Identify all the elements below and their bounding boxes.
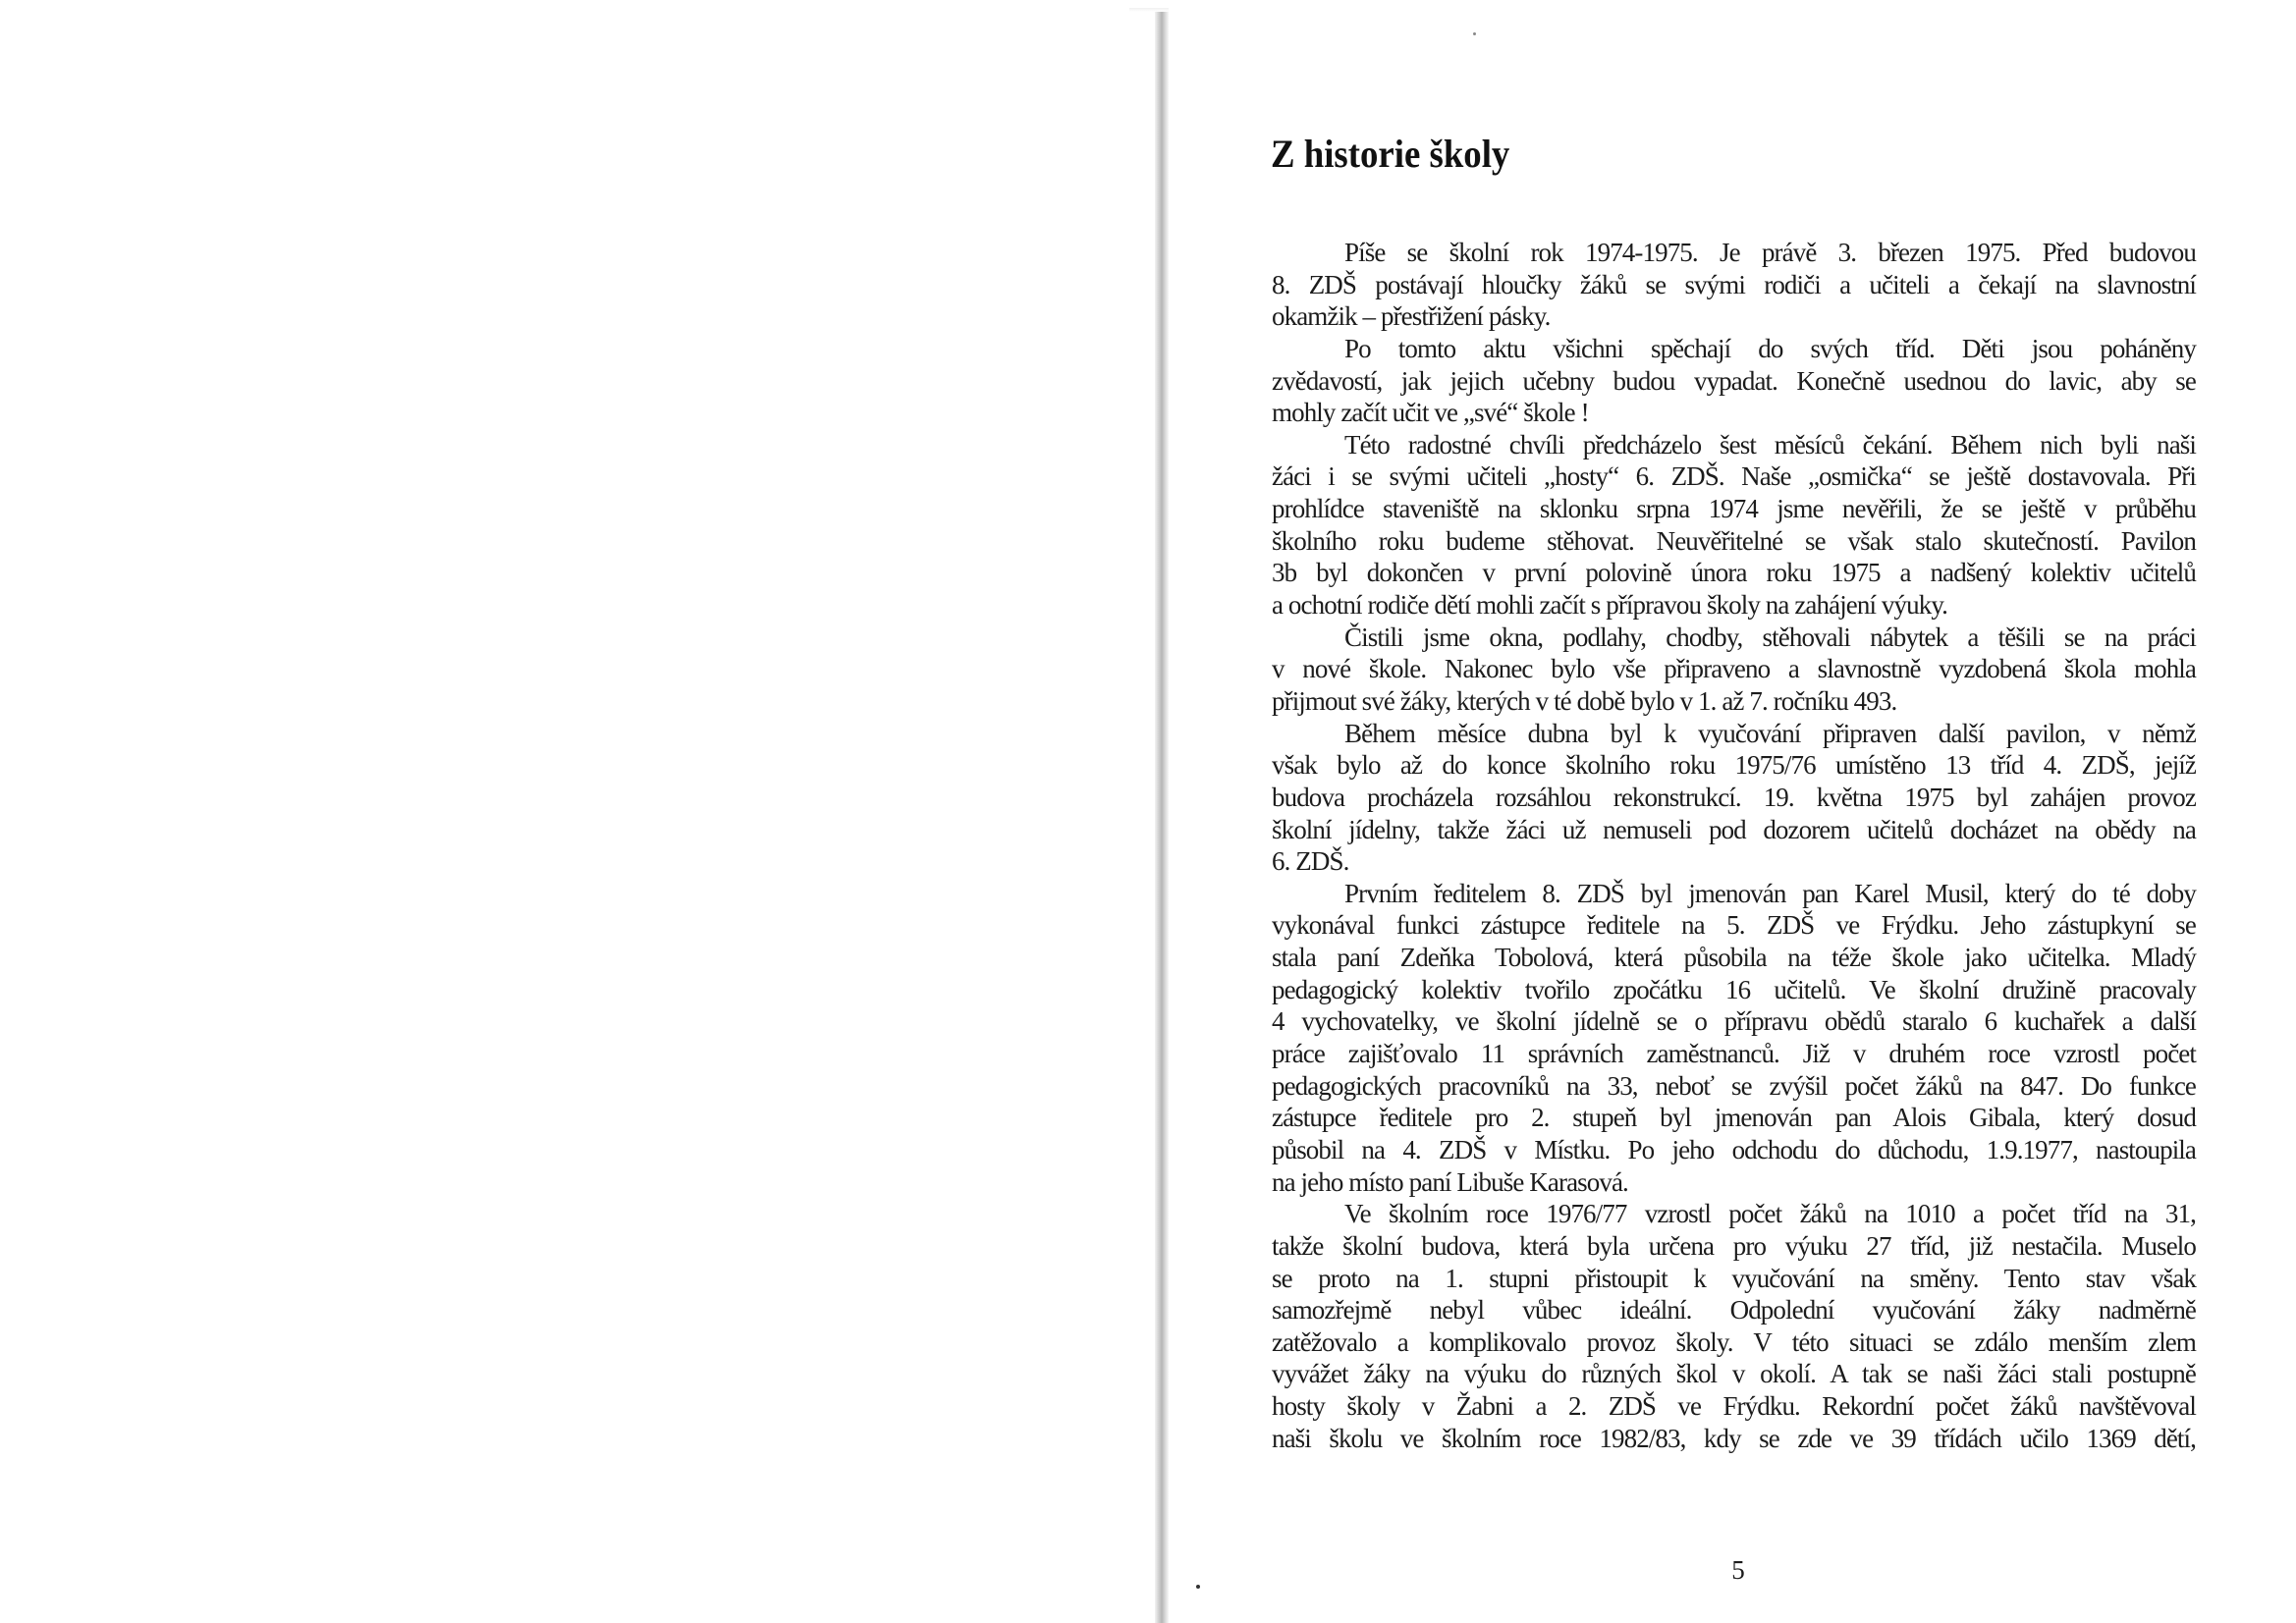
paragraph-7-line: takže školní budova, která byla určena pro výuku 27 tříd, již nestačila. Muselo — [1272, 1230, 2196, 1261]
paragraph-7-line: Ve školním roce 1976/77 vzrostl počet žáků na 1010 a počet tříd na 31, — [1344, 1199, 2196, 1229]
paragraph-7-line: se proto na 1. stupni přistoupit k vyučování na směny. Tento stav však — [1272, 1263, 2196, 1293]
paragraph-7-line: zatěžovalo a komplikovalo provoz školy. V této situaci se zdálo menším zlem — [1272, 1326, 2196, 1357]
scan-speck — [1473, 32, 1476, 35]
page-title: Z historie školy — [1271, 132, 1510, 176]
paragraph-1-line: 8. ZDŠ postávají hloučky žáků se svými rodiči a učiteli a čekají na slavnostní — [1272, 269, 2196, 299]
paragraph-4-line: v nové škole. Nakonec bylo vše připraveno a slavnostně vyzdobená škola mohla — [1272, 654, 2196, 684]
paragraph-3-line: školního roku budeme stěhovat. Neuvěřitelné se však stalo skutečností. Pavilon — [1272, 525, 2196, 556]
paragraph-7-line: samozřejmě nebyl vůbec ideální. Odpolední vyučování žáky nadměrně — [1272, 1295, 2196, 1325]
scan-speck — [1196, 1585, 1200, 1589]
paragraph-3-line: Této radostné chvíli předcházelo šest měsíců čekání. Během nich byli naši — [1344, 429, 2196, 460]
page-number: 5 — [1731, 1555, 1745, 1585]
paragraph-5-line: školní jídelny, takže žáci už nemuseli pod dozorem učitelů docházet na obědy na — [1272, 814, 2196, 844]
paragraph-6-line: na jeho místo paní Libuše Karasová. — [1272, 1166, 1628, 1197]
paragraph-7-line: hosty školy v Žabni a 2. ZDŠ ve Frýdku. Rekordní počet žáků navštěvoval — [1272, 1391, 2196, 1422]
paragraph-6-line: vykonával funkci zástupce ředitele na 5. ZDŠ ve Frýdku. Jeho zástupkyní se — [1272, 910, 2196, 941]
paragraph-5-line: však bylo až do konce školního roku 1975/76 umístěno 13 tříd 4. ZDŠ, jejíž — [1272, 750, 2196, 781]
paragraph-6-line: stala paní Zdeňka Tobolová, která působila na téže škole jako učitelka. Mladý — [1272, 943, 2196, 973]
paragraph-1-line: okamžik – přestřižení pásky. — [1272, 301, 1551, 332]
paragraph-7-line: vyvážet žáky na výuku do různých škol v okolí. A tak se naši žáci stali postupně — [1272, 1359, 2196, 1389]
paragraph-3-line: 3b byl dokončen v první polovině února roku 1975 a nadšený kolektiv učitelů — [1272, 558, 2196, 588]
paragraph-4-line: přijmout své žáky, kterých v té době bylo v 1. až 7. ročníku 493. — [1272, 685, 1897, 716]
paragraph-5-line: budova procházela rozsáhlou rekonstrukcí. 19. května 1975 byl zahájen provoz — [1272, 782, 2196, 812]
paragraph-4-line: Čistili jsme okna, podlahy, chodby, stěhovali nábytek a těšili se na práci — [1344, 622, 2196, 652]
paragraph-6-line: Prvním ředitelem 8. ZDŠ byl jmenován pan Karel Musil, který do té doby — [1344, 878, 2196, 908]
paragraph-7-line: naši školu ve školním roce 1982/83, kdy se zde ve 39 třídách učilo 1369 dětí, — [1272, 1423, 2196, 1453]
paragraph-6-line: práce zajišťovalo 11 správních zaměstnanců. Již v druhém roce vzrostl počet — [1272, 1039, 2196, 1069]
article-body — [1272, 237, 2196, 1454]
paragraph-3-line: žáci i se svými učiteli „hosty“ 6. ZDŠ. Naše „osmička“ se ještě dostavovala. Při — [1272, 461, 2196, 492]
paragraph-3-line: prohlídce staveniště na sklonku srpna 1974 jsme nevěřili, že se ještě v průběhu — [1272, 494, 2196, 524]
paragraph-2-line: mohly začít učit ve „své“ škole ! — [1272, 398, 1589, 428]
paragraph-6-line: zástupce ředitele pro 2. stupeň byl jmenován pan Alois Gibala, který dosud — [1272, 1103, 2196, 1133]
paragraph-5-line: 6. ZDŠ. — [1272, 846, 1349, 877]
paragraph-2-line: Po tomto aktu všichni spěchají do svých tříd. Děti jsou poháněny — [1344, 333, 2196, 363]
paragraph-2-line: zvědavostí, jak jejich učebny budou vypadat. Konečně usednou do lavic, aby se — [1272, 365, 2196, 396]
paragraph-5-line: Během měsíce dubna byl k vyučování připraven další pavilon, v němž — [1344, 718, 2196, 748]
paragraph-6-line: pedagogický kolektiv tvořilo zpočátku 16 učitelů. Ve školní družině pracovaly — [1272, 974, 2196, 1004]
paragraph-3-line: a ochotní rodiče dětí mohli začít s přípravou školy na zahájení výuky. — [1272, 590, 1948, 621]
book-spine — [1155, 12, 1169, 1623]
paragraph-6-line: 4 vychovatelky, ve školní jídelně se o přípravu obědů staralo 6 kuchařek a další — [1272, 1006, 2196, 1037]
paragraph-6-line: působil na 4. ZDŠ v Místku. Po jeho odchodu do důchodu, 1.9.1977, nastoupila — [1272, 1134, 2196, 1164]
paragraph-6-line: pedagogických pracovníků na 33, neboť se zvýšil počet žáků na 847. Do funkce — [1272, 1070, 2196, 1101]
paragraph-1-line: Píše se školní rok 1974-1975. Je právě 3. březen 1975. Před budovou — [1344, 238, 2196, 267]
